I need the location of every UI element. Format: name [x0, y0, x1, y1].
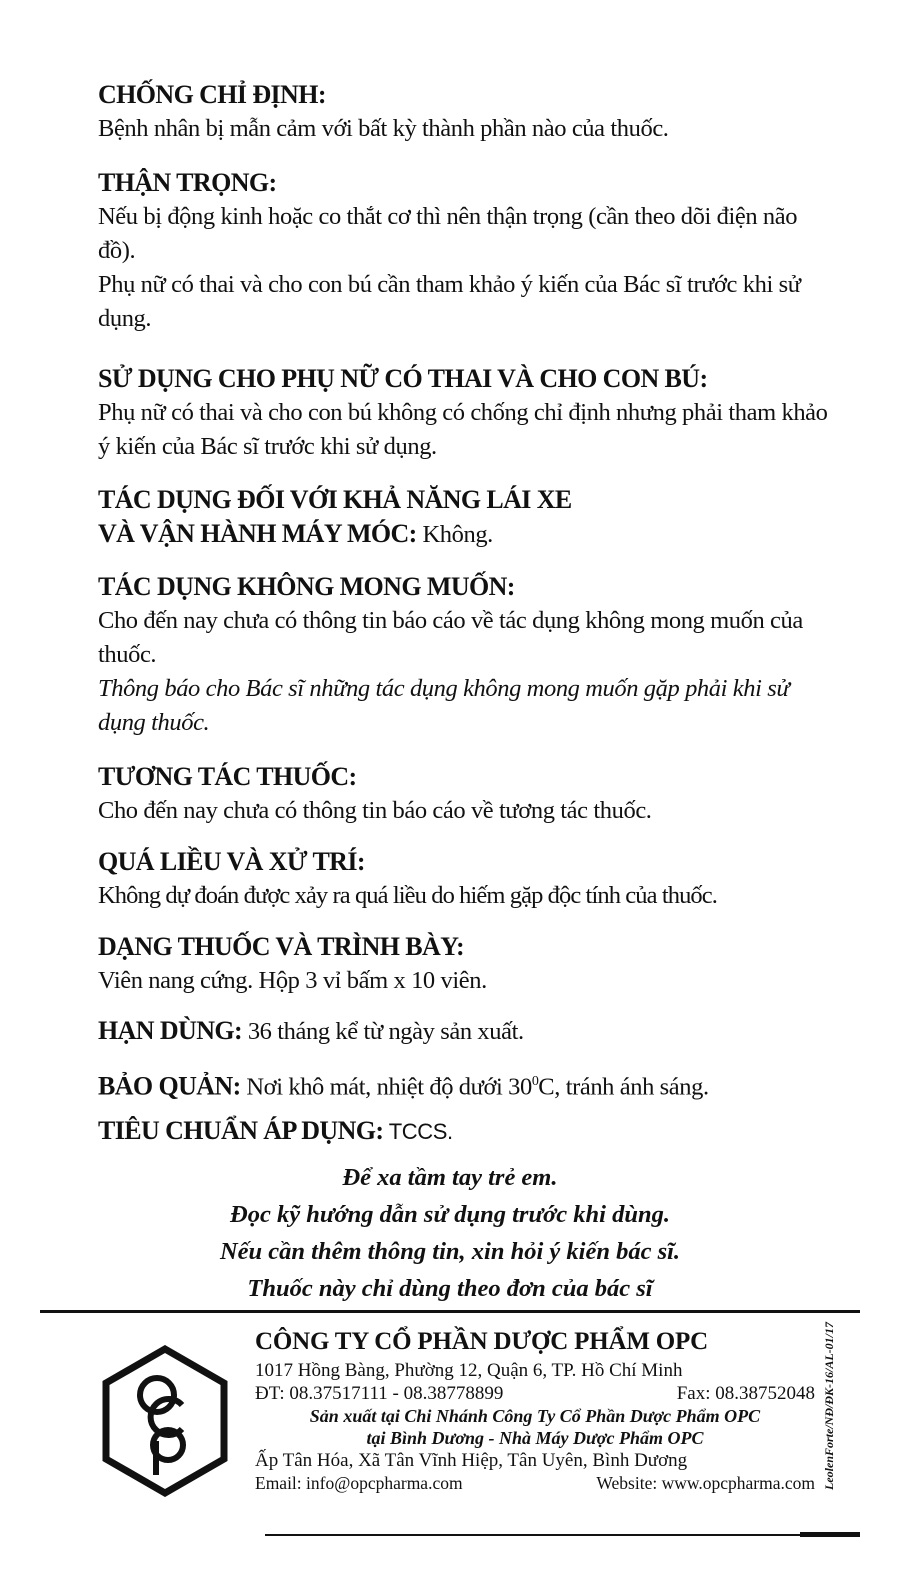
document-code: LeolenForte/NĐ/ĐK-16/AL-01/17 [822, 1322, 836, 1490]
section-caution [98, 166, 828, 336]
warning-line-4: Thuốc này chỉ dùng theo đơn của bác sĩ [247, 1275, 653, 1302]
section-side-effects [98, 570, 828, 740]
section-contraindications [98, 78, 828, 146]
overdose-text: Không dự đoán được xảy ra quá liều do hiếm gặp độc tính của thuốc. [98, 882, 717, 909]
opc-logo [100, 1345, 230, 1497]
caution-text-2: Phụ nữ có thai và cho con bú cần tham khảo ý kiến của Bác sĩ trước khi sử dụng. [98, 271, 801, 332]
expiry-line [98, 1014, 828, 1049]
pregnancy-heading: SỬ DỤNG CHO PHỤ NỮ CÓ THAI VÀ CHO CON BÚ: [98, 364, 708, 393]
warning-line-3: Nếu cần thêm thông tin, xin hỏi ý kiến bác sĩ. [219, 1238, 681, 1265]
company-name: CÔNG TY CỔ PHẦN DƯỢC PHẨM OPC [255, 1328, 708, 1355]
side-effects-heading: TÁC DỤNG KHÔNG MONG MUỐN: [98, 572, 515, 601]
expiry-heading: HẠN DÙNG: [98, 1016, 243, 1045]
packaging-text: Viên nang cứng. Hộp 3 vỉ bấm x 10 viên. [98, 967, 487, 994]
company-email[interactable]: Email: info@opcpharma.com [255, 1473, 463, 1493]
side-effects-note: Thông báo cho Bác sĩ những tác dụng không mong muốn gặp phải khi sử dụng thuốc. [98, 675, 790, 736]
contraindications-heading: CHỐNG CHỈ ĐỊNH: [98, 80, 326, 109]
driving-heading-line2 [98, 517, 828, 552]
interactions-text: Cho đến nay chưa có thông tin báo cáo về tương tác thuốc. [98, 797, 652, 824]
overdose-heading: QUÁ LIỀU VÀ XỬ TRÍ: [98, 847, 365, 876]
warning-line-1: Để xa tầm tay trẻ em. [342, 1164, 558, 1191]
divider-bottom [265, 1534, 860, 1536]
standard-value: TCCS. [383, 1119, 453, 1144]
caution-heading: THẬN TRỌNG: [98, 168, 277, 197]
production-line-1: Sản xuất tại Chi Nhánh Công Ty Cổ Phần Dược Phẩm OPC [309, 1406, 761, 1426]
packaging-heading: DẠNG THUỐC VÀ TRÌNH BÀY: [98, 932, 465, 961]
section-pregnancy [98, 362, 828, 464]
production-line-2: tại Bình Dương - Nhà Máy Dược Phẩm OPC [366, 1428, 704, 1448]
storage-heading: BẢO QUẢN: [98, 1071, 241, 1101]
section-interactions [98, 760, 828, 828]
contraindications-text: Bệnh nhân bị mẫn cảm với bất kỳ thành phần nào của thuốc. [98, 115, 669, 142]
section-driving [98, 483, 828, 552]
divider-top [40, 1310, 860, 1313]
caution-text-1: Nếu bị động kinh hoặc co thắt cơ thì nên thận trọng (cần theo dõi điện não đồ). [98, 203, 798, 264]
company-website[interactable]: Website: www.opcpharma.com [596, 1473, 815, 1493]
expiry-value: 36 tháng kể từ ngày sản xuất. [242, 1018, 524, 1045]
section-expiry [98, 1014, 828, 1049]
warning-line-2: Đọc kỹ hướng dẫn sử dụng trước khi dùng. [230, 1201, 670, 1228]
divider-bottom-end [800, 1532, 860, 1537]
company-online [255, 1472, 815, 1495]
company-contact [255, 1382, 815, 1405]
pregnancy-text: Phụ nữ có thai và cho con bú không có chống chỉ định nhưng phải tham khảo ý kiến của Bác sĩ trước khi sử dụng. [98, 399, 828, 460]
storage-value-a: Nơi khô mát, nhiệt độ dưới 30 [240, 1073, 532, 1101]
driving-heading-label: VÀ VẬN HÀNH MÁY MÓC: [98, 519, 417, 548]
standard-heading: TIÊU CHUẨN ÁP DỤNG: [98, 1116, 384, 1145]
company-info [255, 1325, 815, 1495]
driving-value: Không. [416, 521, 493, 548]
storage-value-sup: 0 [531, 1074, 539, 1089]
company-address: 1017 Hồng Bàng, Phường 12, Quận 6, TP. Hồ Chí Minh [255, 1360, 683, 1381]
company-phone: ĐT: 08.37517111 - 08.38778899 [255, 1383, 504, 1404]
factory-address: Ấp Tân Hóa, Xã Tân Vĩnh Hiệp, Tân Uyên, Bình Dương [255, 1450, 688, 1471]
interactions-heading: TƯƠNG TÁC THUỐC: [98, 762, 357, 791]
section-storage [98, 1065, 828, 1105]
section-standard [98, 1114, 828, 1149]
storage-line [98, 1065, 828, 1105]
company-fax: Fax: 08.38752048 [676, 1383, 815, 1404]
section-packaging [98, 930, 828, 998]
side-effects-text: Cho đến nay chưa có thông tin báo cáo về tác dụng không mong muốn của thuốc. [98, 607, 803, 668]
section-overdose [98, 845, 828, 913]
driving-heading-line1: TÁC DỤNG ĐỐI VỚI KHẢ NĂNG LÁI XE [98, 485, 572, 514]
storage-value-b: C, tránh ánh sáng. [538, 1073, 709, 1101]
standard-line [98, 1114, 828, 1149]
